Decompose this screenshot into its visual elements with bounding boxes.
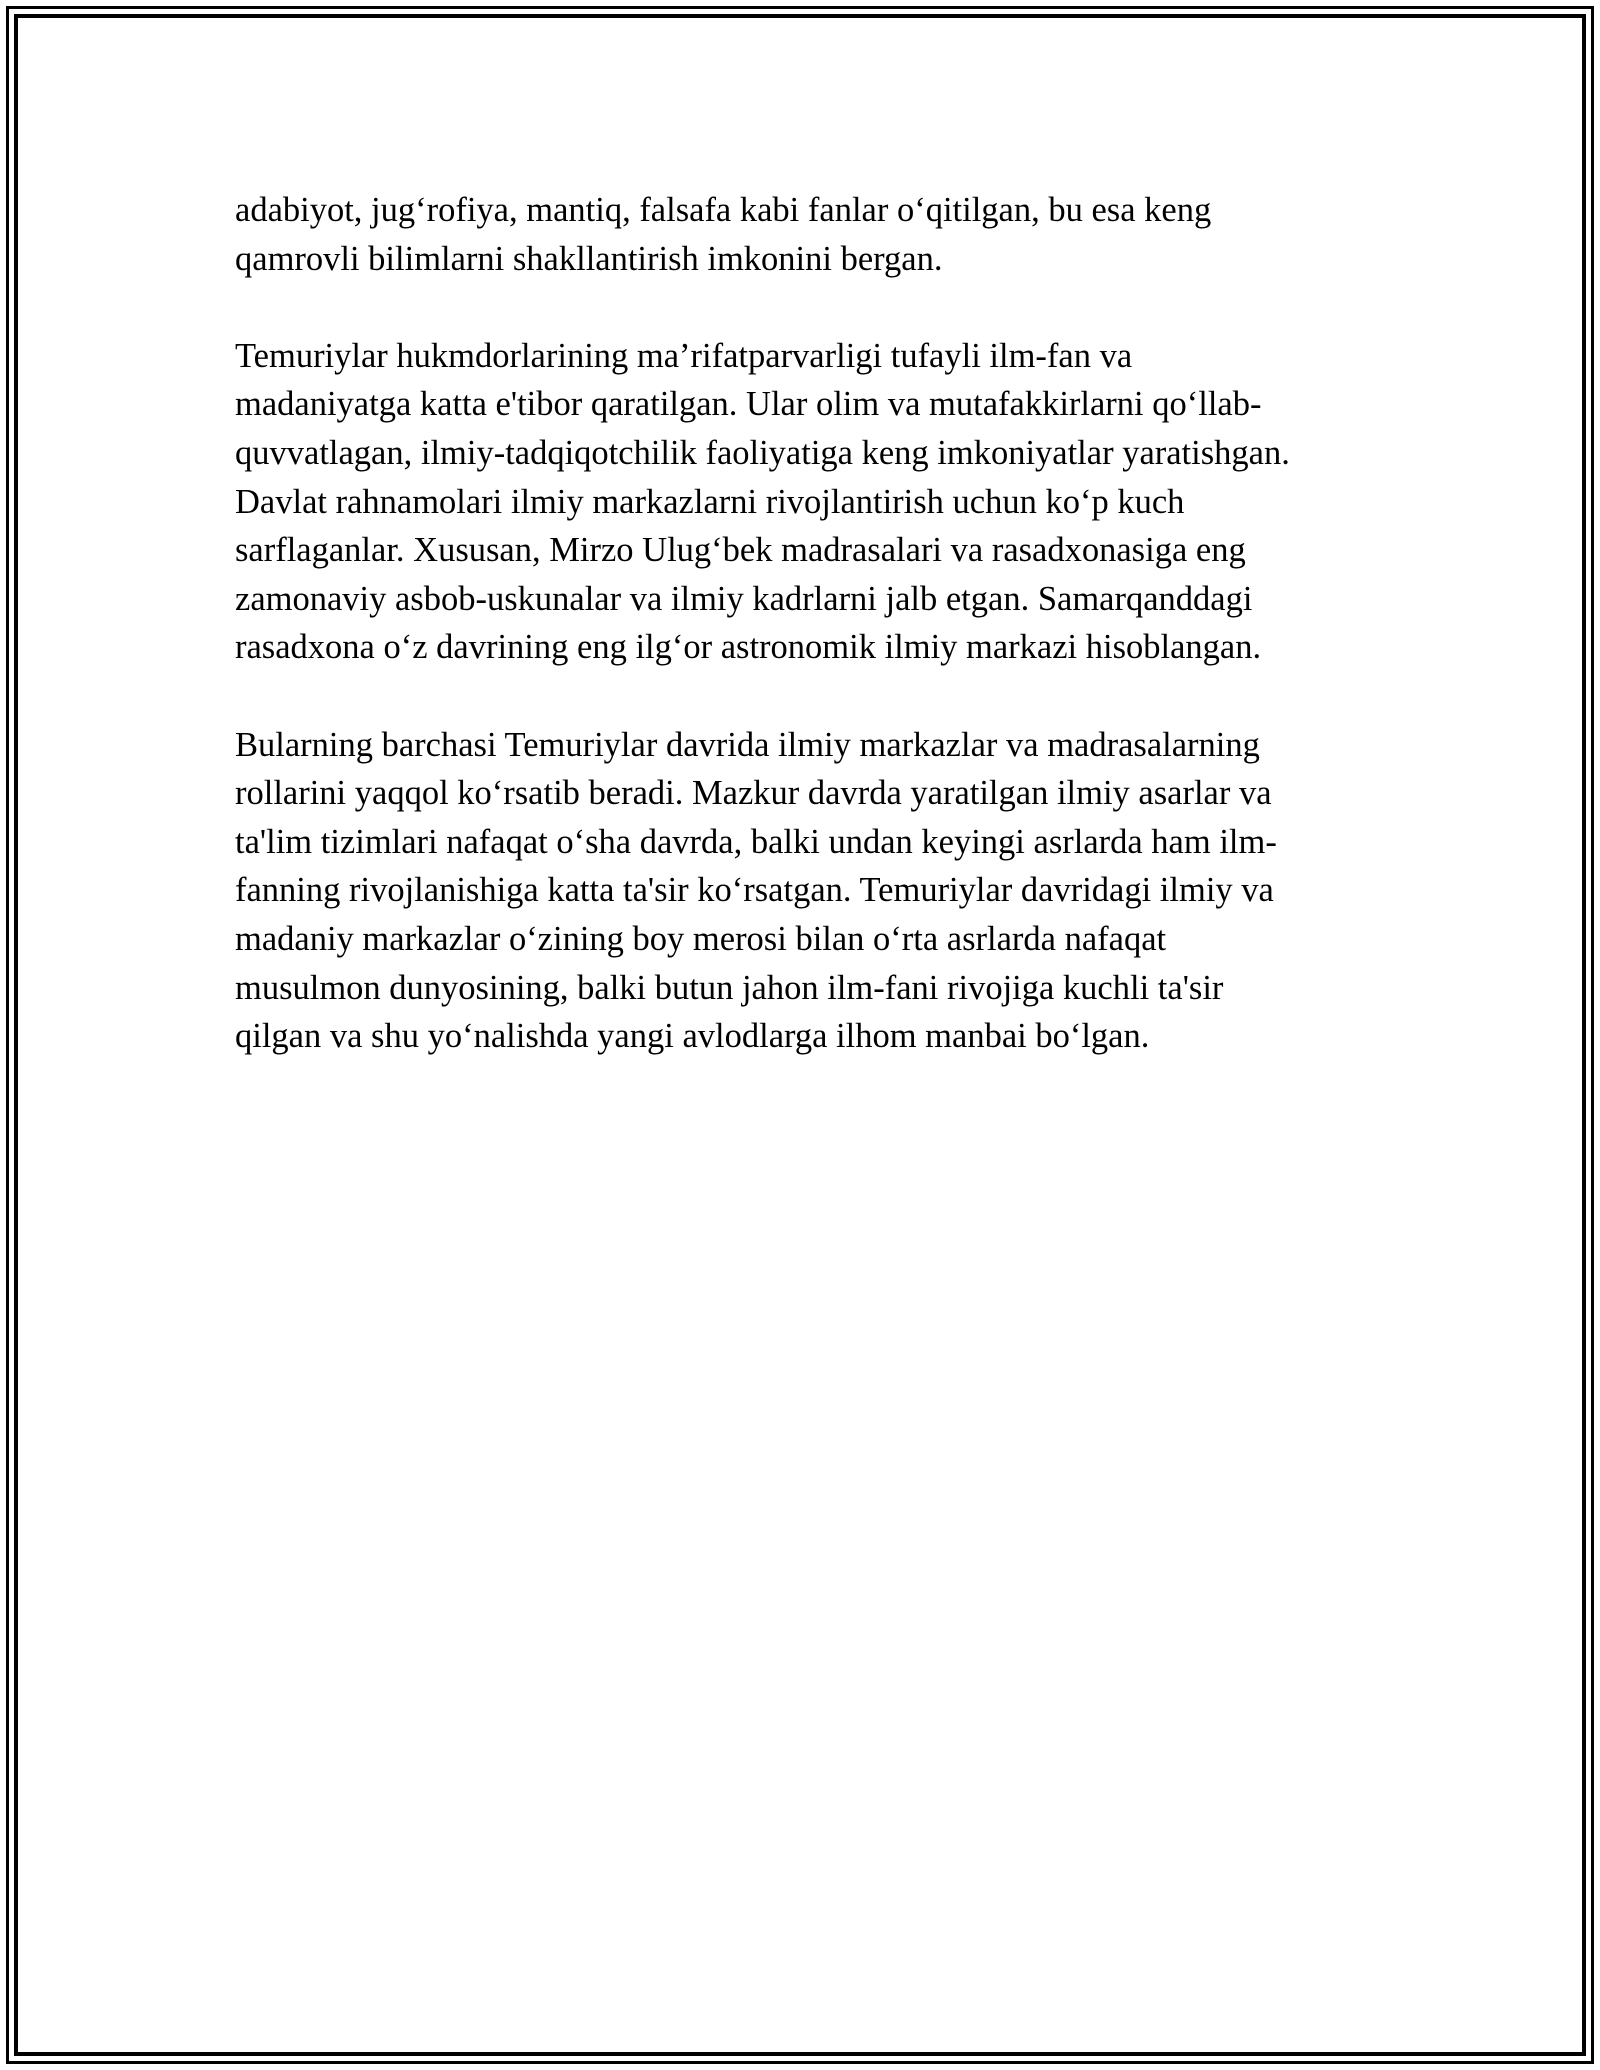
- text-line: qamrovli bilimlarni shakllantirish imkonini bergan.: [235, 239, 943, 278]
- text-line: Bularning barchasi Temuriylar davrida ilmiy markazlar va madrasalarning: [235, 725, 1260, 764]
- text-line: musulmon dunyosining, balki butun jahon ilm-fani rivojiga kuchli ta'sir: [235, 968, 1224, 1007]
- text-line: Davlat rahnamolari ilmiy markazlarni rivojlantirish uchun ko‘p kuch: [235, 482, 1185, 521]
- text-line: rollarini yaqqol ko‘rsatib beradi. Mazkur davrda yaratilgan ilmiy asarlar va: [235, 774, 1272, 813]
- paragraph-1: [235, 186, 1370, 283]
- text-line: rasadxona o‘z davrining eng ilg‘or astronomik ilmiy markazi hisoblangan.: [235, 628, 1262, 667]
- text-line: quvvatlagan, ilmiy-tadqiqotchilik faoliyatiga keng imkoniyatlar yaratishgan.: [235, 433, 1290, 472]
- text-line: adabiyot, jug‘rofiya, mantiq, falsafa kabi fanlar o‘qitilgan, bu esa keng: [235, 191, 1212, 229]
- text-line: madaniy markazlar o‘zining boy merosi bilan o‘rta asrlarda nafaqat: [235, 919, 1167, 958]
- text-line: ta'lim tizimlari nafaqat o‘sha davrda, balki undan keyingi asrlarda ham ilm-: [235, 822, 1277, 861]
- text-line: qilgan va shu yo‘nalishda yangi avlodlarga ilhom manbai bo‘lgan.: [235, 1017, 1150, 1056]
- document-body: [235, 186, 1370, 1109]
- text-line: madaniyatga katta e'tibor qaratilgan. Ular olim va mutafakkirlarni qo‘llab-: [235, 385, 1262, 424]
- paragraph-2: [235, 332, 1370, 672]
- text-line: sarflaganlar. Xususan, Mirzo Ulug‘bek madrasalari va rasadxonasiga eng: [235, 531, 1246, 570]
- paragraph-3: [235, 721, 1370, 1061]
- text-line: zamonaviy asbob-uskunalar va ilmiy kadrlarni jalb etgan. Samarqanddagi: [235, 579, 1253, 618]
- text-line: Temuriylar hukmdorlarining ma’rifatparvarligi tufayli ilm-fan va: [235, 336, 1133, 375]
- text-line: fanning rivojlanishiga katta ta'sir ko‘rsatgan. Temuriylar davridagi ilmiy va: [235, 871, 1274, 910]
